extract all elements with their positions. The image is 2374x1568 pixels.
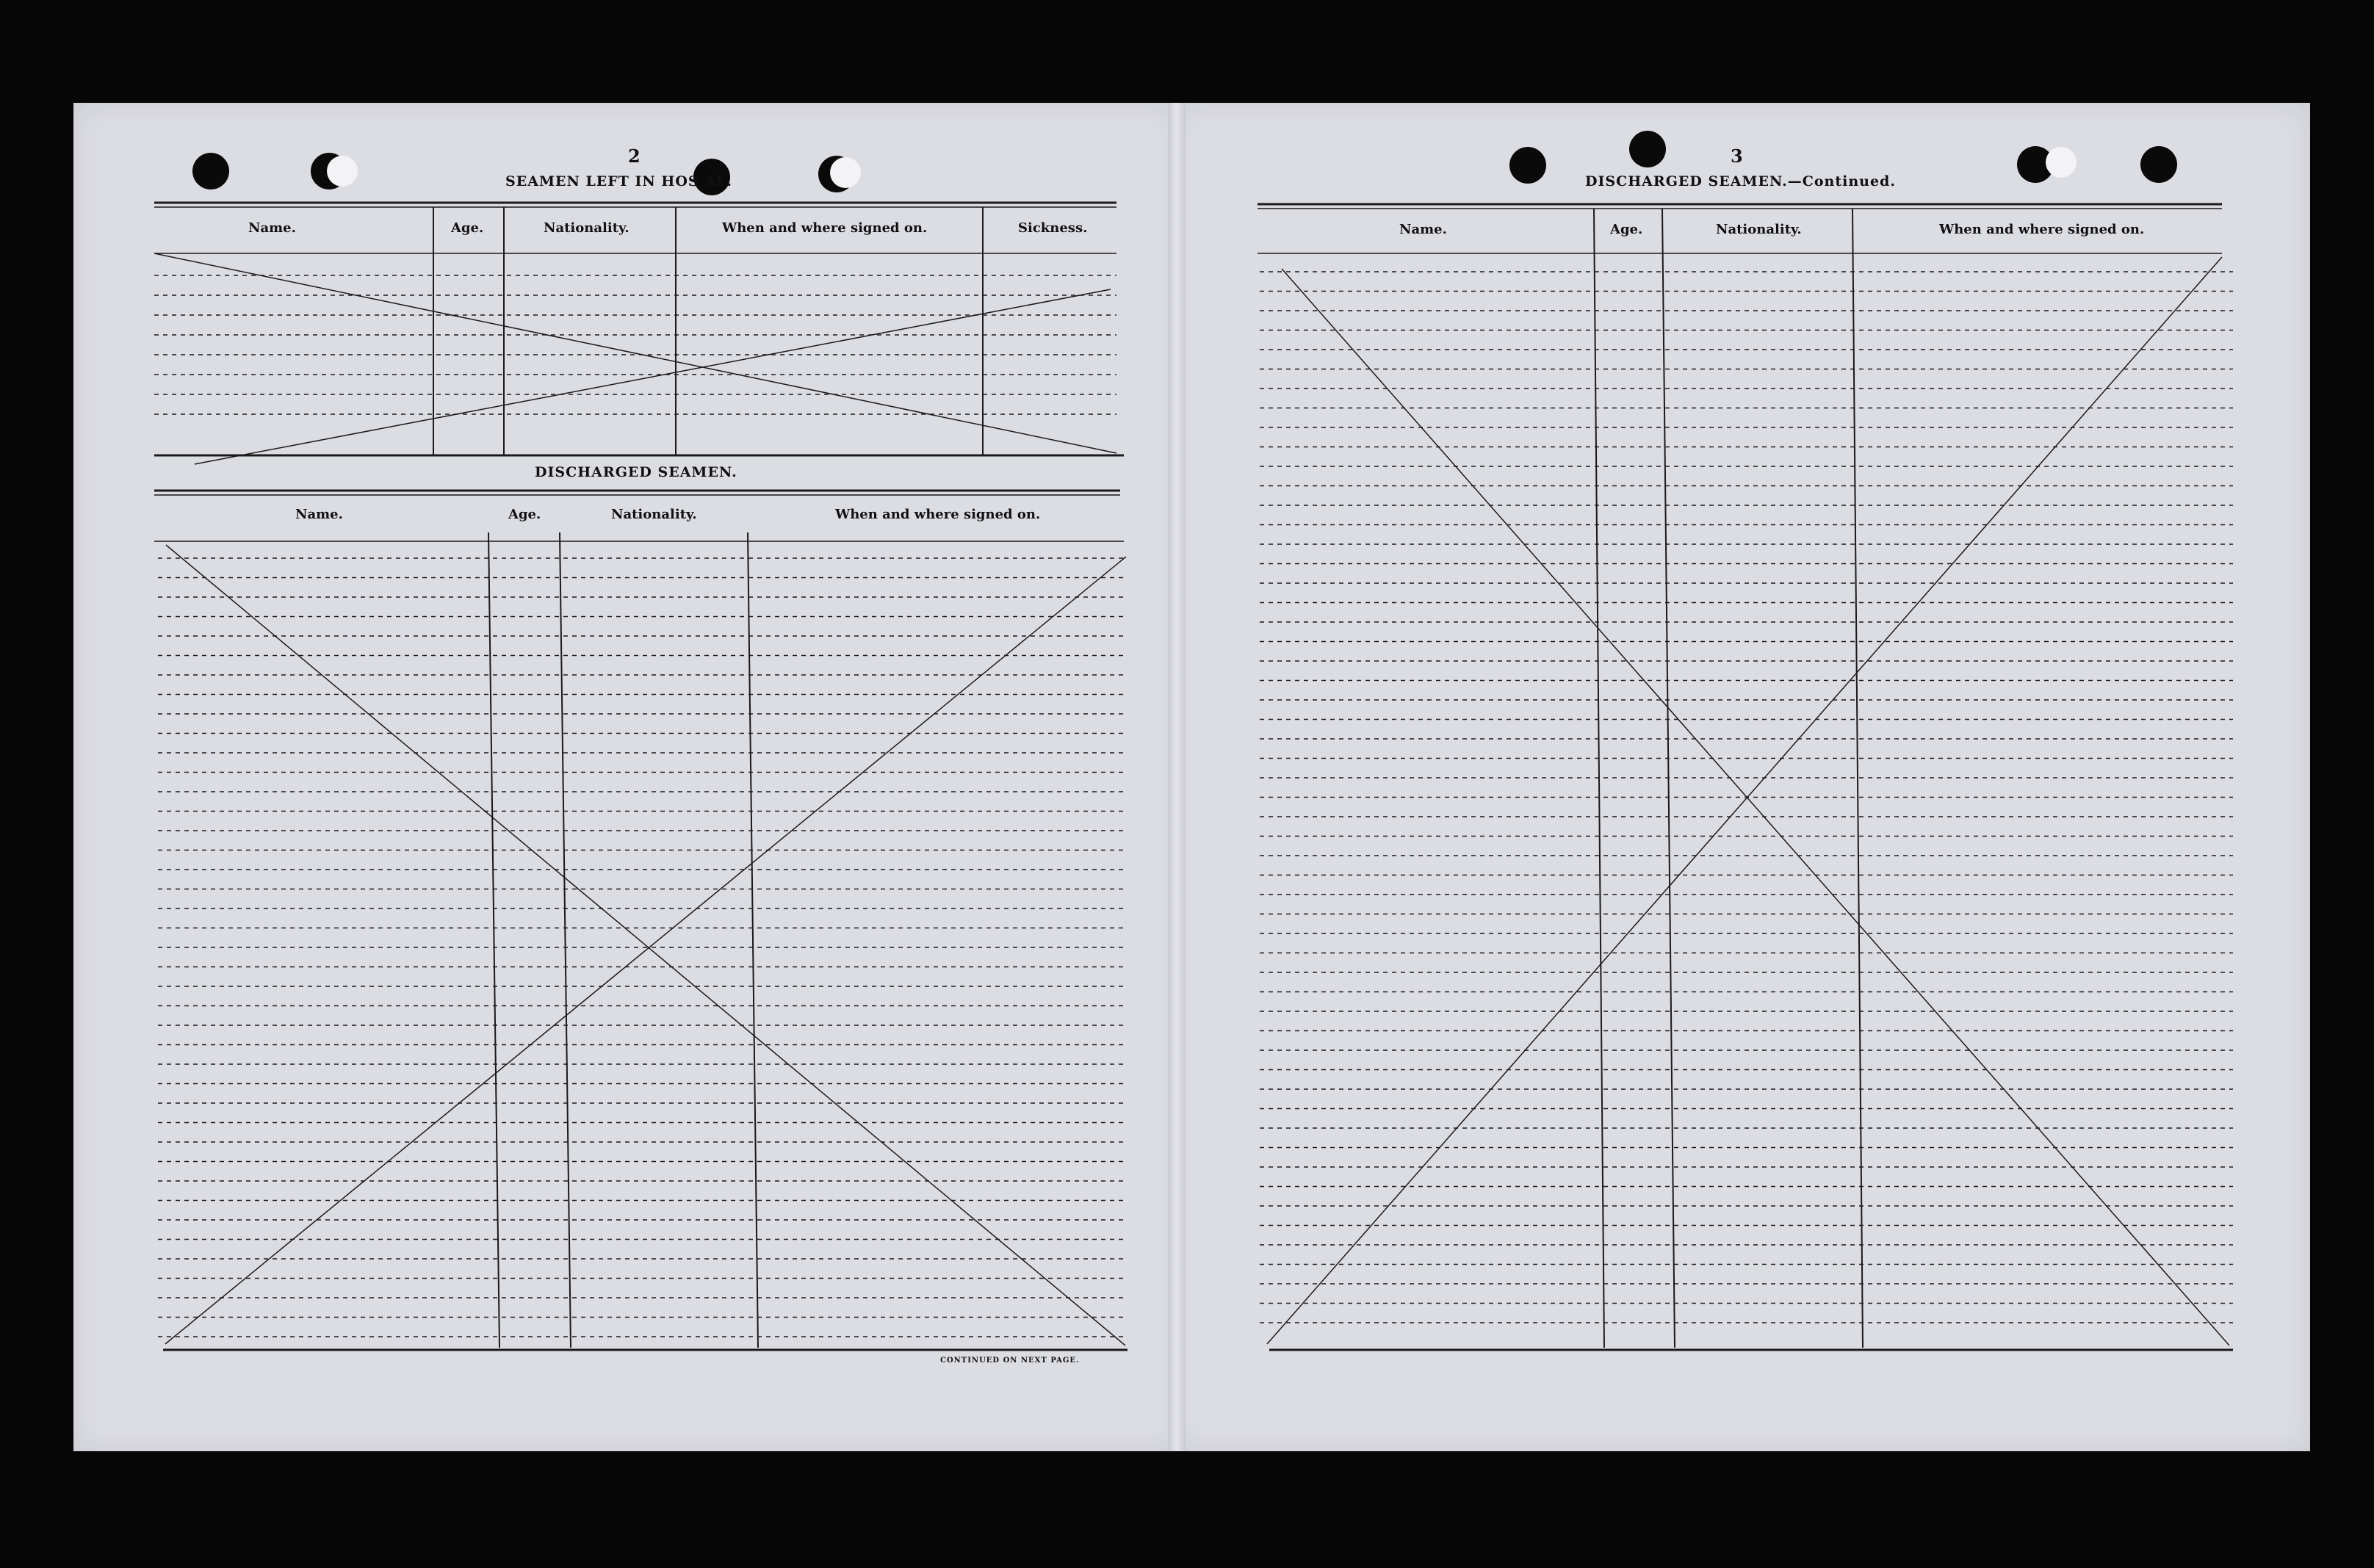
- continued-section-title: DISCHARGED SEAMEN.—Continued.: [1585, 173, 1896, 189]
- cross-out-line: [1267, 257, 2222, 1344]
- column-rule: [488, 532, 499, 1348]
- continued-footer: CONTINUED ON NEXT PAGE.: [940, 1356, 1080, 1365]
- hospital-col-nationality: Nationality.: [544, 220, 629, 236]
- hospital-col-signed-on: When and where signed on.: [722, 220, 928, 236]
- continued-col-nationality: Nationality.: [1716, 222, 1802, 237]
- cross-out-line: [154, 253, 1116, 453]
- discharged-col-name: Name.: [295, 507, 343, 522]
- cross-out-line: [1282, 269, 2229, 1345]
- continued-col-name: Name.: [1399, 222, 1447, 237]
- column-rule: [748, 532, 758, 1348]
- discharged-col-age: Age.: [508, 507, 541, 522]
- hospital-col-name: Name.: [248, 220, 296, 236]
- discharged-col-nationality: Nationality.: [611, 507, 697, 522]
- hospital-col-sickness: Sickness.: [1018, 220, 1088, 236]
- hospital-col-age: Age.: [451, 220, 484, 236]
- discharged-col-signed-on: When and where signed on.: [835, 507, 1041, 522]
- discharged-section-title: DISCHARGED SEAMEN.: [535, 464, 737, 480]
- continued-col-signed-on: When and where signed on.: [1939, 222, 2145, 237]
- column-rule: [1662, 209, 1675, 1348]
- continued-col-age: Age.: [1610, 222, 1643, 237]
- hospital-section-title: SEAMEN LEFT IN HOS AL.: [505, 173, 732, 189]
- left-page-number: 2: [628, 145, 641, 167]
- column-rule: [560, 532, 571, 1348]
- right-page-number: 3: [1731, 145, 1743, 167]
